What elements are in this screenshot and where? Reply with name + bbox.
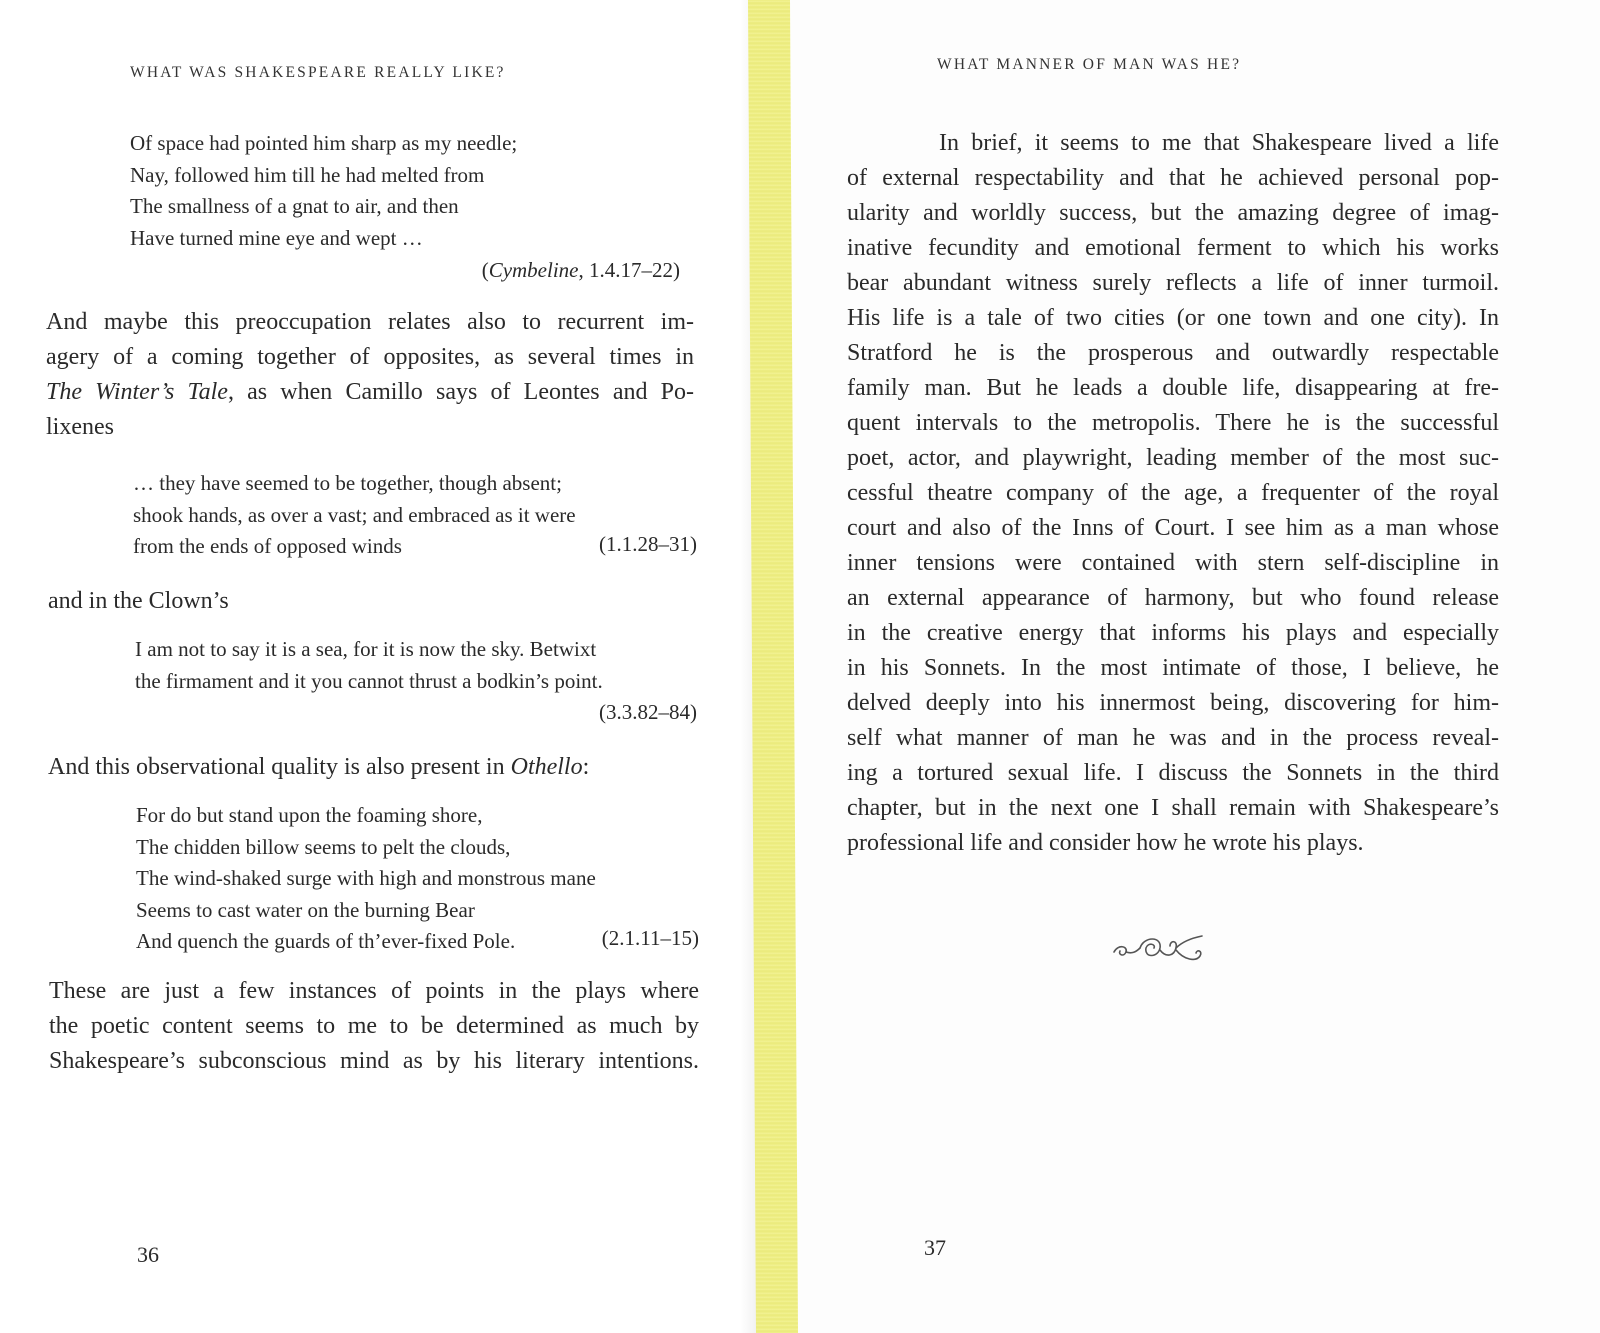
paragraph-in-brief (847, 126, 1499, 861)
prose-line: inner tensions were contained with stern self-discipline in (847, 550, 1499, 576)
prose-line: ing a tortured sexual life. I discuss the Sonnets in the third (847, 760, 1499, 786)
quote-camillo (133, 468, 576, 563)
verse-line: For do but stand upon the foaming shore, (136, 803, 483, 827)
citation-othello: (2.1.11–15) (601, 926, 699, 950)
prose-line: court and also of the Inns of Court. I see him as a man whose (847, 515, 1499, 541)
prose-line: in his Sonnets. In the most intimate of those, I believe, he (847, 655, 1499, 681)
play-title-othello: Othello (510, 754, 583, 780)
paragraph-winters-tale (46, 305, 694, 445)
prose-line: the poetic content seems to me to be determined as much by (49, 1013, 699, 1039)
prose-line: lixenes (46, 414, 114, 440)
verse-line: Of space had pointed him sharp as my needle; (130, 131, 518, 155)
prose-line: cessful theatre company of the age, a frequenter of the royal (847, 480, 1499, 506)
verse-line: Have turned mine eye and wept … (130, 225, 423, 250)
verse-line: Nay, followed him till he had melted from (130, 162, 485, 187)
prose-line: Shakespeare’s subconscious mind as by his literary intentions. (49, 1048, 699, 1074)
paragraph-clown (48, 584, 648, 619)
running-head-left: WHAT WAS SHAKESPEARE REALLY LIKE? (130, 64, 506, 81)
play-title-winters-tale: The Winter’s Tale (46, 379, 228, 405)
verse-line: I am not to say it is a sea, for it is now the sky. Betwixt (135, 637, 597, 661)
prose-line: chapter, but in the next one I shall remain with Shakespeare’s (847, 795, 1499, 821)
verse-line: The wind-shaked surge with high and monstrous mane (136, 866, 596, 890)
prose-line: delved deeply into his innermost being, discovering for him- (847, 690, 1499, 716)
verse-line: shook hands, as over a vast; and embraced as it were (133, 502, 576, 527)
prose-line: self what manner of man he was and in the process reveal- (847, 725, 1499, 751)
prose-line: inative fecundity and emotional ferment to which his works (847, 235, 1499, 261)
prose-line: family man. But he leads a double life, disappearing at fre- (847, 375, 1499, 401)
prose-line: agery of a coming together of opposites, as several times in (46, 344, 694, 370)
quote-cymbeline (130, 128, 517, 254)
prose-line: His life is a tale of two cities (or one town and one city). In (847, 305, 1499, 331)
prose-line: Stratford he is the prosperous and outwardly respectable (847, 340, 1499, 366)
prose-line: In brief, it seems to me that Shakespeare lived a life (939, 130, 1499, 156)
verse-line: the firmament and it you cannot thrust a bodkin’s point. (135, 668, 603, 693)
prose-line: professional life and consider how he wrote his plays. (847, 830, 1364, 856)
verse-line: And quench the guards of th’ever-fixed Pole. (136, 929, 516, 953)
prose-line: And this observational quality is also present in Othello: (48, 754, 590, 780)
citation-cymbeline: (Cymbeline, 1.4.17–22) (481, 258, 680, 282)
citation-winters-tale-1: (1.1.28–31) (599, 532, 697, 556)
bookmark-ribbon (748, 0, 798, 1333)
flourish-ornament-icon (1110, 930, 1210, 970)
prose-line: of external respectability and that he achieved personal pop- (847, 165, 1499, 191)
verse-line: The chidden billow seems to pelt the clouds, (136, 834, 511, 859)
prose-line: quent intervals to the metropolis. There he is the successful (847, 410, 1499, 436)
running-head-right: WHAT MANNER OF MAN WAS HE? (937, 56, 1242, 73)
prose-line: The Winter’s Tale, as when Camillo says of Leontes and Po- (46, 379, 694, 405)
prose-line: in the creative energy that informs his plays and especially (847, 620, 1499, 646)
quote-clown (135, 634, 603, 697)
prose-line: These are just a few instances of points in the plays where (49, 978, 699, 1004)
paragraph-conclusion (49, 974, 699, 1079)
citation-ref: , 1.4.17–22) (578, 258, 680, 282)
citation-winters-tale-2: (3.3.82–84) (599, 700, 697, 724)
prose-line: bear abundant witness surely reflects a life of inner turmoil. (847, 270, 1499, 296)
page-number-left: 36 (137, 1242, 159, 1267)
verse-line: Seems to cast water on the burning Bear (136, 897, 475, 922)
quote-othello (136, 800, 596, 958)
prose-line: And maybe this preoccupation relates also to recurrent im- (46, 309, 694, 335)
verse-line: from the ends of opposed winds (133, 534, 402, 558)
page-number-right: 37 (924, 1235, 946, 1260)
citation-play: Cymbeline (488, 258, 579, 282)
prose-line: an external appearance of harmony, but who found release (847, 585, 1499, 611)
paragraph-othello (48, 750, 708, 785)
prose-line: and in the Clown’s (48, 588, 229, 614)
prose-line: poet, actor, and playwright, leading member of the most suc- (847, 445, 1499, 471)
prose-line: ularity and worldly success, but the amazing degree of imag- (847, 200, 1499, 226)
verse-line: The smallness of a gnat to air, and then (130, 194, 459, 218)
verse-line: … they have seemed to be together, though absent; (133, 471, 562, 495)
